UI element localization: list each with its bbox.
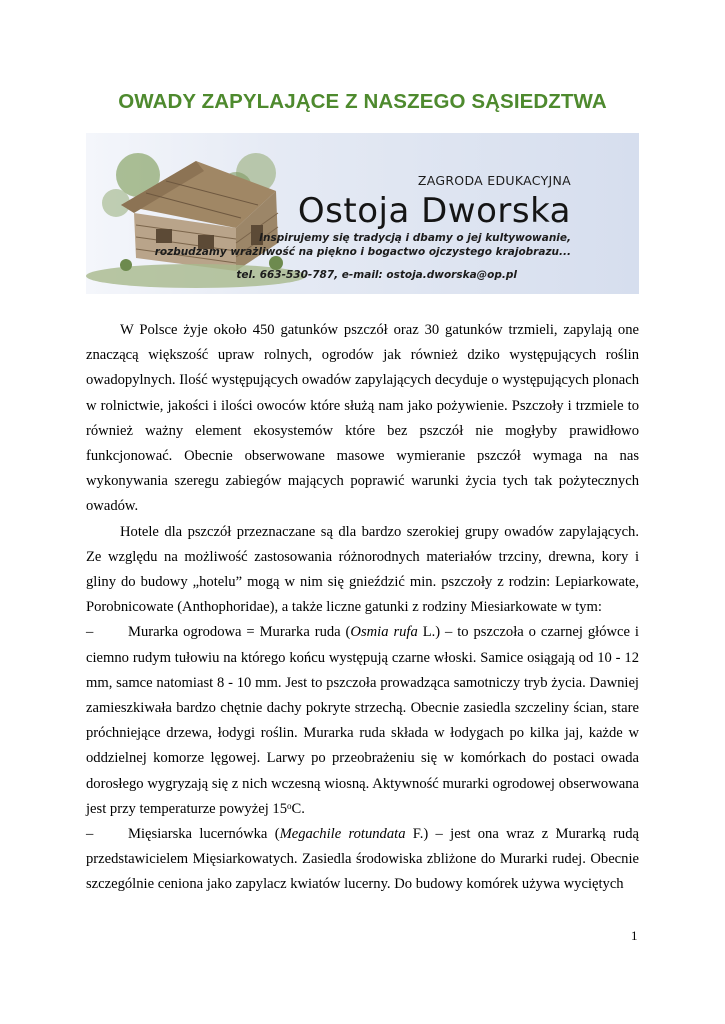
- list-item-text: C.: [291, 800, 305, 817]
- banner-slogan-line-2: rozbudzamy wrażliwość na piękno i bogactwo ojczystego krajobrazu...: [154, 246, 571, 258]
- banner-slogan-line-1: Inspirujemy się tradycją i dbamy o jej kultywowanie,: [259, 232, 571, 244]
- list-item-text: F.) – jest ona wraz z Murarką rudą przedstawicielem Mięsiarkowatych. Zasiedla środowiska zbliżone do Murarki rudej. Obecnie szczególnie ceniona jako zapylacz kwiatów lucerny. Do budowy komórek używa wyciętych: [86, 826, 639, 893]
- list-item-osmia: [86, 620, 639, 822]
- degree-mark: o: [287, 800, 292, 811]
- paragraph-hotels: Hotele dla pszczół przeznaczane są dla bardzo szerokiej grupy owadów zapylających. Ze względu na możliwość zastosowania różnorodnych materiałów trzciny, drewna, kory i gliny do budowy „hotelu” mogą w nim się gnieździć min. pszczoły z rodzin: Lepiarkowate, Porobnicowate (Anthophoridae), a także liczne gatunki z rodziny Miesiarkowate w tym:: [86, 523, 639, 616]
- list-item-text: L.) – to pszczoła o czarnej główce i ciemno rudym tułowiu na którego końcu występują czarne włoski. Samice osiągają od 10 - 12 mm, samce natomiast 8 - 10 mm. Jest to pszczoła prowadząca samotniczy tryb życia. Dawniej zamieszkiwała bardzo chętnie dachy pokryte strzechą. Obecnie zasiedla szczeliny ścian, stare próchniejące drzewa, łodygi roślin. Murarka ruda składa w łodygach po kilka jaj, każde w oddzielnej komorze lęgowej. Larwy po przeobrażeniu się w komórkach do postaci owada dorosłego wygryzają się z nich wczesną wiosną. Aktywność murarki ogrodowej obserwowana jest przy temperaturze powyżej 15: [86, 624, 639, 817]
- list-item-text: Murarka ogrodowa = Murarka ruda (: [128, 624, 351, 641]
- page-title: OWADY ZAPYLAJĄCE Z NASZEGO SĄSIEDZTWA: [118, 90, 607, 113]
- header-banner: [86, 133, 639, 294]
- list-dash: –: [86, 826, 94, 843]
- banner-subtitle: ZAGRODA EDUKACYJNA: [417, 173, 571, 188]
- list-dash: –: [86, 624, 94, 641]
- latin-name: Osmia rufa: [350, 624, 418, 641]
- page-number: 1: [631, 928, 638, 943]
- banner-brand-name: Ostoja Dworska: [297, 191, 571, 231]
- list-item-text: Mięsiarska lucernówka (: [128, 826, 280, 843]
- banner-contact: tel. 663-530-787, e-mail: ostoja.dworska@op.pl: [236, 269, 517, 281]
- paragraph-intro: W Polsce żyje około 450 gatunków pszczół oraz 30 gatunków trzmieli, zapylają one znaczącą większość upraw rolnych, ogrodów jak również dziko występujących roślin owadopylnych. Ilość występujących owadów zapylających decyduje o występujących plonach w rolnictwie, jakości i ilości owoców które służą nam jako pożywienie. Pszczoły i trzmiele to również ważny element ekosystemów które bez pszczół nie mogłyby prawidłowo funkcjonować. Obecnie obserwowane masowe wymieranie pszczół wymaga na nas wykonywania szeregu zabiegów mających poprawić warunki życia tych tak pożytecznych owadów.: [86, 322, 639, 515]
- latin-name: Megachile rotundata: [279, 826, 406, 843]
- list-item-megachile: [86, 822, 639, 898]
- document-body: [86, 318, 639, 898]
